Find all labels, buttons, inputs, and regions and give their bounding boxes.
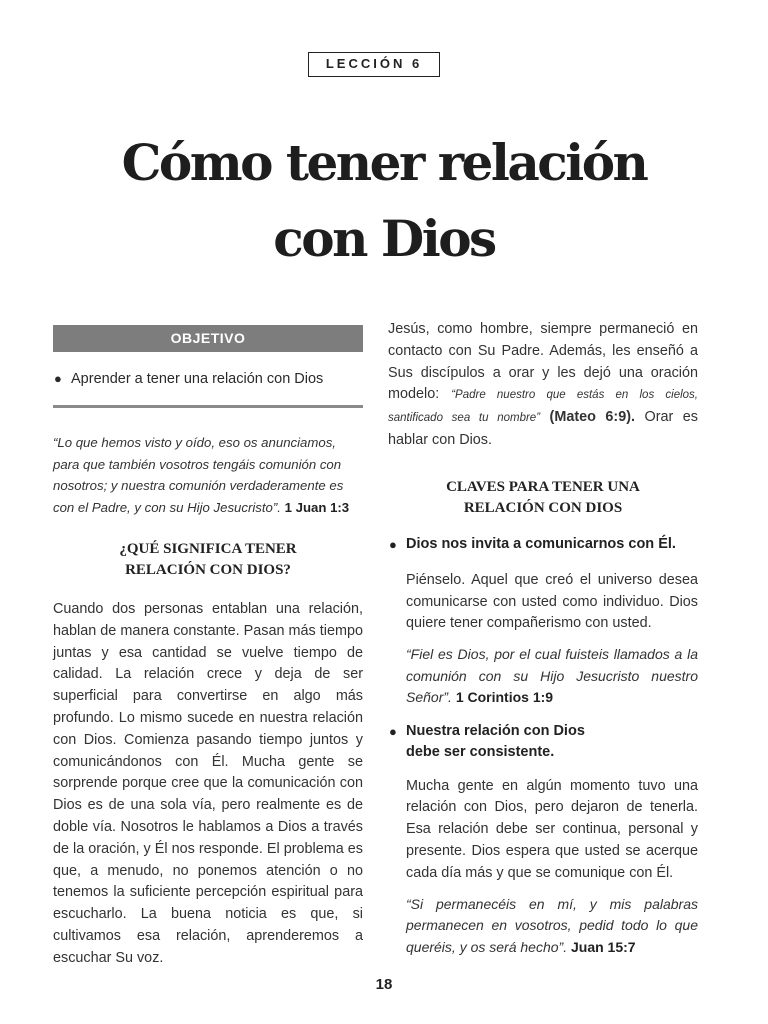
objective-heading: OBJETIVO (53, 325, 363, 352)
page-number: 18 (375, 976, 393, 993)
key-item-body (406, 570, 698, 709)
key-title-line-1: Nuestra relación con Dios (406, 722, 585, 739)
bullet-icon: ● (389, 536, 397, 552)
key-quote-text: “Si permanecéis en mí, y mis palabras permanecen en vosotros, pedid todo lo que queréis, y os será hecho”. (406, 895, 698, 955)
left-column (53, 325, 363, 970)
intro-text: Jesús, como hombre, siempre permaneció en contacto con Su Padre. Además, les enseñó a Sus discípulos a orar y les dejó una oración modelo: (388, 321, 698, 403)
key-paragraph: Piénselo. Aquel que creó el universo desea comunicarse con usted como individuo. Dios quiere tener compañerismo con usted. (406, 571, 698, 632)
right-intro-paragraph (388, 319, 698, 452)
key-quote (406, 894, 698, 959)
page-title (0, 125, 768, 277)
key-quote-text: “Fiel es Dios, por el cual fuisteis llamados a la comunión con su Hijo Jesucristo nuestro Señor”. (406, 646, 698, 706)
opening-quote-ref: 1 Juan 1:3 (284, 499, 350, 515)
bullet-icon: ● (54, 371, 62, 386)
intro-text-after: Orar es hablar con Dios. (388, 409, 698, 448)
key-quote (406, 644, 698, 709)
lesson-label: LECCIÓN 6 (308, 52, 440, 77)
section-heading-line-2: RELACIÓN CON DIOS (463, 499, 623, 516)
title-line-1: Cómo tener relación (121, 133, 647, 192)
objective-item-text: Aprender a tener una relación con Dios (71, 371, 324, 387)
section-heading-line-2: RELACIÓN CON DIOS? (125, 562, 291, 578)
key-paragraph: Mucha gente en algún momento tuvo una relación con Dios, pero dejaron de tenerla. Esa relación debe ser continua, personal y presente. Dios espera que usted se acerque cada día más y que se comunique con Él. (406, 777, 698, 881)
objective-item (53, 369, 363, 389)
right-column (388, 319, 698, 958)
key-title-line-1: Dios nos invita a comunicarnos con Él. (406, 535, 676, 552)
opening-quote (53, 432, 363, 518)
bullet-icon: ● (389, 723, 397, 739)
key-item-body (406, 776, 698, 958)
intro-quote: “Padre nuestro que estás en los cielos, santificado sea tu nombre” (388, 389, 698, 425)
section-meaning-paragraph: Cuando dos personas entablan una relación, hablan de manera constante. Pasan más tiempo juntas y esa cantidad se vuelve tiempo de calidad. La relación crece y deja de ser superficial para convertirse en algo más profundo. Lo mismo sucede en nuestra relación con Dios. Comienza pasando tiempo juntos y comunicándonos con Él. Mucha gente se sorprende porque cree que la comunicación con Dios es de una sola vía, pero realmente es de doble vía. Nosotros le hablamos a Dios a través de la oración, y Él nos responde. El problema es que, a menudo, no ponemos atención o no tenemos la suficiente percepción espiritual para escucharlo. La buena noticia es que, si cultivamos esa relación, aprenderemos a escuchar Su voz. (53, 601, 363, 966)
divider (53, 405, 363, 408)
key-quote-ref: 1 Corintios 1:9 (455, 689, 554, 706)
section-heading-keys (388, 477, 698, 519)
section-heading-line-1: ¿QUÉ SIGNIFICA TENER (119, 541, 297, 557)
section-heading-line-1: CLAVES PARA TENER UNA (446, 478, 640, 495)
title-line-2: con Dios (273, 209, 495, 268)
key-item-title (388, 721, 698, 763)
opening-quote-text: “Lo que hemos visto y oído, eso os anunciamos, para que también vosotros tengáis comunión con nosotros; y nuestra comunión verdaderamente es con el Padre, y con su Hijo Jesucristo”. (53, 435, 344, 515)
intro-ref: (Mateo 6:9). (549, 409, 636, 426)
section-heading-meaning (53, 539, 363, 581)
key-quote-ref: Juan 15:7 (570, 938, 636, 955)
key-title-line-2: debe ser consistente. (406, 743, 555, 760)
key-item-title (388, 534, 698, 555)
